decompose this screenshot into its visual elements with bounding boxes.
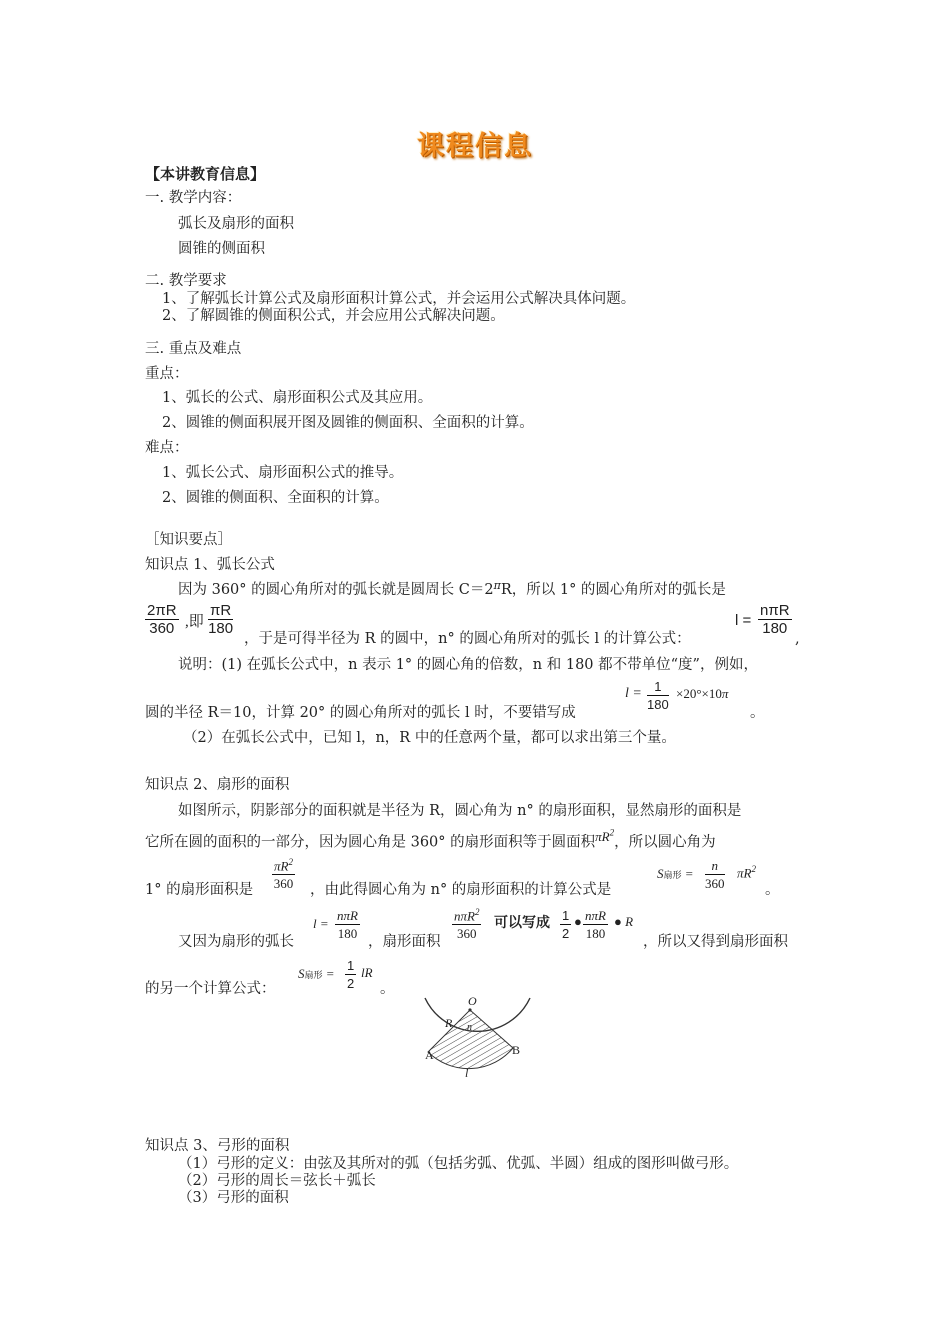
text-span: R，所以 1° 的圆心角所对的弧长是 [500, 582, 726, 598]
formula-comma-ji: ,即 [185, 614, 204, 630]
text-span: 因为 360° 的圆心角所对的弧长就是圆周长 C＝2 [178, 582, 494, 598]
text-span: ，所以圆心角为 [614, 834, 716, 851]
formula-piR-180 [208, 602, 233, 638]
label-B: B [512, 1043, 521, 1057]
point-1-text-e: （2）在弧长公式中，已知 l，n，R 中的任意两个量，都可以求出第三个量。 [183, 730, 676, 746]
formula-one-half [560, 907, 571, 943]
denominator: 2 [562, 926, 570, 941]
formula-S-sector: S扇形 = [657, 866, 694, 881]
denominator: 180 [762, 620, 788, 637]
label-l: l [465, 1066, 469, 1080]
numerator: nπR [337, 908, 358, 923]
formula-dot-1: ● [574, 914, 582, 929]
point-3-text-b: （2）弓形的周长＝弦长＋弧长 [178, 1173, 376, 1189]
point-2-text-c: 1° 的扇形面积是 [145, 882, 254, 898]
point-1-text-c: 说明：(1) 在弧长公式中，n 表示 1° 的圆心角的倍数，n 和 180 都不带单位“度”，例如， [178, 657, 758, 673]
point-2-text-d: 又因为扇形的弧长 [178, 934, 294, 950]
numerator: 1 [347, 958, 355, 973]
label-A: A [425, 1048, 434, 1062]
point-1-text-d: 圆的半径 R＝10，计算 20° 的圆心角所对的弧长 l 时，不要错写成 [145, 705, 576, 721]
formula-npiR-180-c [583, 907, 608, 943]
point-3-text-c: （3）弓形的面积 [178, 1190, 289, 1206]
denominator: 180 [647, 697, 669, 712]
numerator: nπR [760, 602, 790, 619]
formula-n-360 [705, 857, 725, 893]
content-item-2: 圆锥的侧面积 [178, 241, 265, 257]
requirement-2: 2、了解圆锥的侧面积公式，并会应用公式解决问题。 [162, 308, 505, 324]
formula-can-write-as: 可以写成 [494, 915, 550, 931]
numerator: $\pi R^2$ [272, 854, 295, 875]
formula-piR2-tail: $\pi R^2$ [737, 864, 756, 881]
numerator: n [705, 857, 725, 875]
key-label: 重点： [145, 366, 189, 382]
label-R: R [445, 1016, 453, 1030]
formula-1-180 [647, 678, 669, 714]
numerator: 1 [562, 908, 570, 923]
denominator: 360 [273, 876, 294, 892]
period: 。 [750, 705, 765, 721]
sector-figure [413, 990, 543, 1085]
key-item-2: 2、圆锥的侧面积展开图及圆锥的侧面积、全面积的计算。 [162, 415, 534, 431]
difficulty-item-2: 2、圆锥的侧面积、全面积的计算。 [162, 490, 389, 506]
page-title: 课程信息 [417, 131, 533, 162]
heading-teaching-content: 一. 教学内容： [145, 190, 242, 206]
label-O: O [468, 994, 477, 1008]
numerator: nπR$^2$ [452, 904, 481, 925]
point-1-text-b: ，于是可得半径为 R 的圆中，n° 的圆心角所对的弧长 l 的计算公式： [244, 631, 691, 647]
point-2-text-c2: ，由此得圆心角为 n° 的扇形面积的计算公式是 [310, 882, 612, 898]
formula-piR2: $\pi R^2$ [595, 828, 615, 845]
point-2-text-d4: ，所以又得到扇形面积 [643, 934, 788, 950]
numerator: 1 [647, 678, 669, 696]
denominator: 180 [585, 926, 606, 941]
point-2-text-b [145, 829, 716, 851]
period: 。 [765, 882, 780, 898]
difficulty-item-1: 1、弧长公式、扇形面积公式的推导。 [162, 465, 404, 481]
point-1-heading: 知识点 1、弧长公式 [145, 557, 275, 573]
section-header: 【本讲教育信息】 [145, 165, 266, 183]
numerator: πR [210, 602, 232, 619]
numerator: nπR [585, 908, 606, 923]
denominator: 180 [337, 926, 358, 941]
difficulty-label: 难点： [145, 440, 189, 456]
formula-lR: lR [361, 965, 373, 980]
formula-npiR-180 [758, 602, 792, 638]
formula-20x10pi: ×20°×10π [676, 686, 729, 701]
denominator: 2 [347, 976, 355, 991]
numerator: 2πR [147, 602, 177, 619]
point-3-text-a: （1）弓形的定义：由弦及其所对的弧（包括劣弧、优弧、半圆）组成的图形叫做弓形。 [178, 1156, 739, 1172]
point-2-text-e: 的另一个计算公式： [145, 981, 276, 997]
formula-npiR-180-b [335, 907, 360, 943]
denominator: 360 [149, 620, 175, 637]
formula-wrong-l: l = [625, 686, 642, 701]
formula-dot-R: ● R [614, 914, 634, 929]
label-n: n [467, 1022, 472, 1033]
formula-piR2-360 [272, 854, 295, 893]
comma: , [795, 631, 800, 647]
point-2-text-d2: ，扇形面积 [368, 934, 441, 950]
denominator: 180 [208, 620, 234, 637]
point-2-text-a: 如图所示，阴影部分的面积就是半径为 R，圆心角为 n° 的扇形面积，显然扇形的面积是 [178, 803, 742, 819]
denominator: 360 [705, 876, 725, 891]
formula-S-sector-b: S扇形 = [298, 966, 335, 981]
text-span: 它所在圆的面积的一部分，因为圆心角是 360° 的扇形面积等于圆面积 [145, 834, 596, 851]
requirement-1: 1、了解弧长计算公式及扇形面积计算公式，并会运用公式解决具体问题。 [162, 291, 636, 307]
heading-key-points: 三. 重点及难点 [145, 341, 242, 357]
formula-2piR-360 [145, 602, 179, 638]
formula-one-half-b [345, 957, 356, 993]
point-3-heading: 知识点 3、弓形的面积 [145, 1138, 290, 1154]
formula-l-equals: l = [735, 612, 752, 629]
formula-l-eq: l = [313, 916, 329, 931]
period: 。 [380, 981, 395, 997]
point-1-text-a [178, 581, 726, 600]
pi-symbol: π [493, 579, 501, 592]
denominator: 360 [456, 926, 477, 942]
heading-requirements: 二. 教学要求 [145, 273, 227, 289]
knowledge-heading: ［知识要点］ [145, 532, 232, 548]
key-item-1: 1、弧长的公式、扇形面积公式及其应用。 [162, 390, 433, 406]
content-item-1: 弧长及扇形的面积 [178, 216, 294, 232]
formula-npiR2-360 [452, 904, 481, 943]
pi-symbol: π [721, 686, 729, 701]
point-2-heading: 知识点 2、扇形的面积 [145, 777, 290, 793]
